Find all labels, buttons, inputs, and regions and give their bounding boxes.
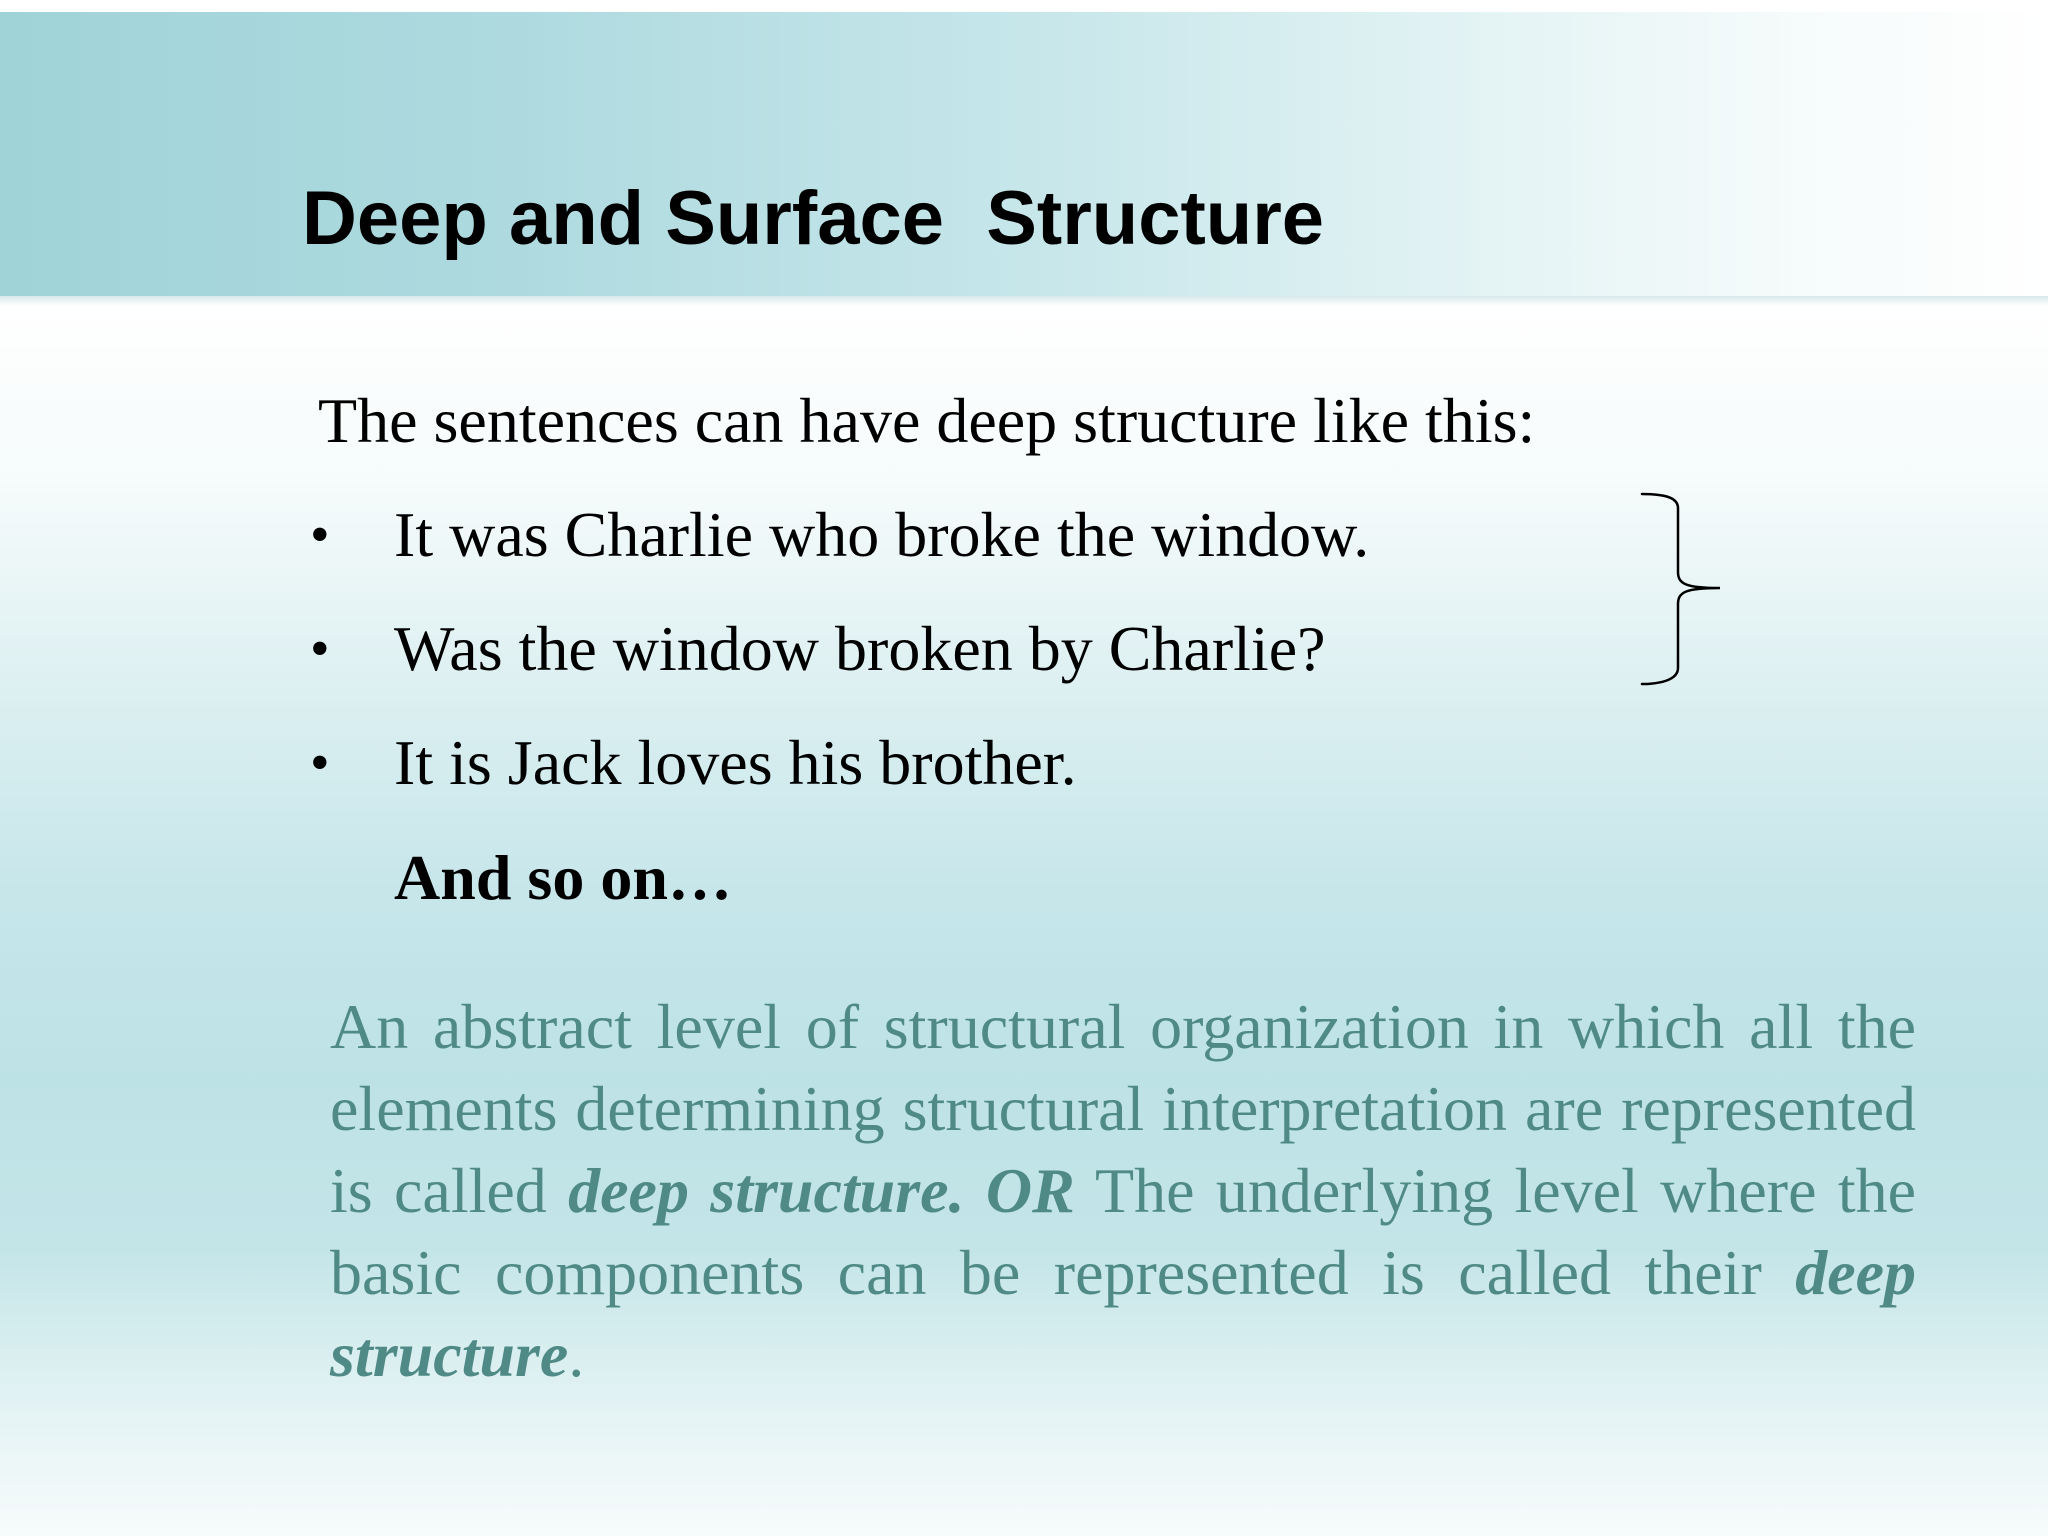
- bullet-icon: •: [310, 618, 330, 680]
- definition-text-1: An abstract level of structural organization in which all the elements determining structural interpretation are represented is called: [330, 991, 1916, 1226]
- deep-structure-term: deep structure.: [568, 1155, 965, 1226]
- definition-space: [965, 1155, 986, 1226]
- slide-title: Deep and Surface Structure: [302, 176, 1325, 261]
- bullet-icon: •: [310, 504, 330, 566]
- or-term: OR: [985, 1155, 1075, 1226]
- intro-text: The sentences can have deep structure like this:: [318, 385, 1536, 456]
- top-strip: [0, 0, 2048, 12]
- title-band-shadow: [0, 296, 2048, 306]
- definition-text-2: The underlying level where the basic components can be represented is called their: [330, 1155, 1917, 1308]
- and-so-on-text: And so on…: [394, 842, 732, 913]
- definition-paragraph: [330, 986, 1916, 1396]
- definition-period: .: [568, 1319, 585, 1390]
- deep-structure-term: deep structure: [330, 1237, 1916, 1390]
- bullet-text: Was the window broken by Charlie?: [394, 613, 1326, 684]
- bullet-text: It was Charlie who broke the window.: [394, 499, 1370, 570]
- bullet-text: It is Jack loves his brother.: [394, 727, 1077, 798]
- bullet-icon: •: [310, 732, 330, 794]
- right-curly-brace-icon: [1636, 490, 1726, 690]
